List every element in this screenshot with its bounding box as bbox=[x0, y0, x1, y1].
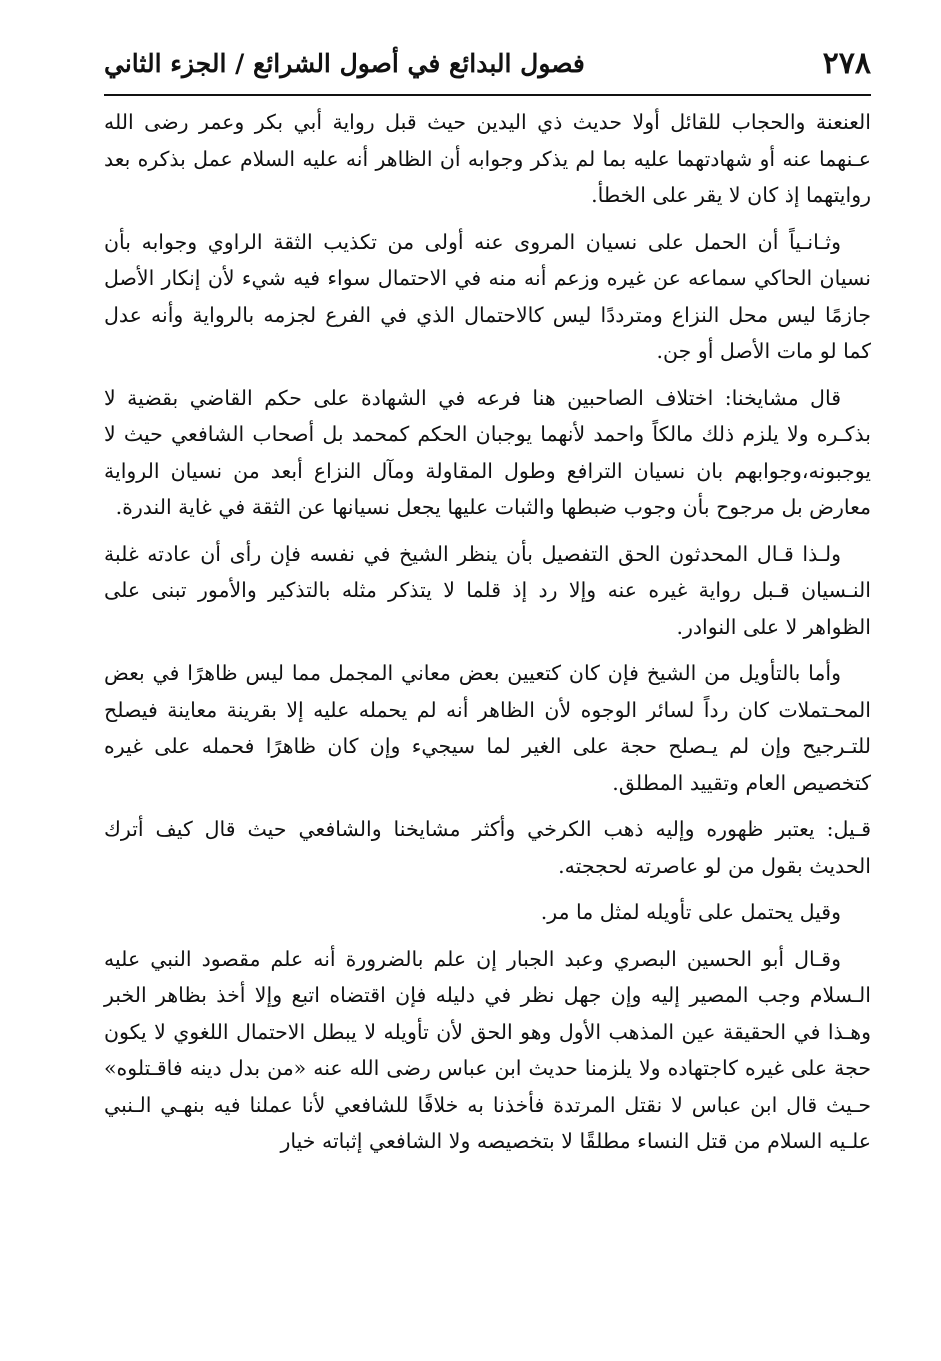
running-title: فصول البدائع في أصول الشرائع / الجزء الثاني bbox=[104, 48, 585, 78]
header-divider bbox=[104, 94, 871, 96]
paragraph-4: ولـذا قـال المحدثون الحق التفصيل بأن ينظر الشيخ في نفسه فإن رأى أن عادته غلبة النـسيان قـبل رواية غيره عنه وإلا رد إذ قلما لا يتذكر مثله بالتذكير والأمور تبنى على الظواهر لا على النوادر. bbox=[104, 541, 871, 639]
paragraph-2: وثـانـياً أن الحمل على نسيان المروى عنه أولى من تكذيب الثقة الراوي وجوابه بأن نسيان الحاكي سماعه عن غيره وزعم أنه منه في الاحتمال سواء فيه شيء لأن إنكار الأصل جازمًا ليس محل النزاع ومترددًا ليس كالاحتمال الذي في الفرع لجزمه بالرواية وأنه عدل كما لو مات الأصل أو جن. bbox=[104, 229, 871, 363]
paragraph-8: وقـال أبو الحسين البصري وعبد الجبار إن علم بالضرورة أنه علم مقصود النبي عليه الـسلام وجب المصير إليه وإن جهل نظر في دليله فإن اقتضاه اتبع وإلا أخذ بظاهر الخبر وهـذا في الحقيقة عين المذهب الأول وهو الحق لأن تأويله لا يبطل الاحتمال اللغوي لا يكون حجة على غيره كاجتهاده ولا يلزمنا حديث ابن عباس رضى الله عنه «من بدل دينه فاقـتلوه» حـيث قال ابن عباس لا نقتل المرتدة فأخذنا به خلافًا للشافعي لأنا عملنا فيه بنهـي الـنبي علـيه السلام من قتل النساء مطلقًا لا بتخصيصه ولا الشافعي إثباته خيار bbox=[104, 946, 871, 1153]
body-text bbox=[104, 104, 871, 1331]
paragraph-1: العنعنة والحجاب للقائل أولا حديث ذي اليدين حيث قبل رواية أبي بكر وعمر رضى الله عـنهما عنه أو شهادتهما عليه بما لم يذكر وجوابه أن الظاهر أنه عليه السلام عمل بذكره بعد روايتهما إذ كان لا يقر على الخطأ. bbox=[104, 110, 871, 207]
paragraph-3: قال مشايخنا: اختلاف الصاحبين هنا فرعه في الشهادة على حكم القاضي بقضية لا بذكـره ولا يلزم ذلك مالكاً واحمد لأنهما يوجبان الحكم كمحمد بل أصحاب الشافعي حيث لا يوجبونه،وجوابهم بان نسيان الترافع وطول المقاولة ومآل النزاع أبعد من نسيان الرواية معارض بل مرجوح بأن وجوب ضبطها والثبات عليها يجعل نسيانها عن الثقة في غاية الندرة. bbox=[104, 385, 871, 519]
page-header bbox=[104, 38, 871, 88]
paragraph-7: وقيل يحتمل على تأويله لمثل ما مر. bbox=[540, 900, 841, 924]
paragraph-5: وأما بالتأويل من الشيخ فإن كان كتعيين بعض معاني المجمل مما ليس ظاهرًا في بعض المحـتملات كان رداً لسائر الوجوه لأن الظاهر أنه لم يحمله عليه إلا بقرينة معاينة فيصلح للتـرجيح وإن لم يـصلح حجة على الغير لما سيجيء وإن كان ظاهرًا فحمله على غيره كتخصيص العام وتقييد المطلق. bbox=[104, 661, 871, 795]
paragraph-6: قـيل: يعتبر ظهوره وإليه ذهب الكرخي وأكثر مشايخنا والشافعي حيث قال كيف أترك الحديث بقول من لو عاصرته لحججته. bbox=[104, 817, 871, 878]
page-number: ٢٧٨ bbox=[822, 45, 871, 81]
